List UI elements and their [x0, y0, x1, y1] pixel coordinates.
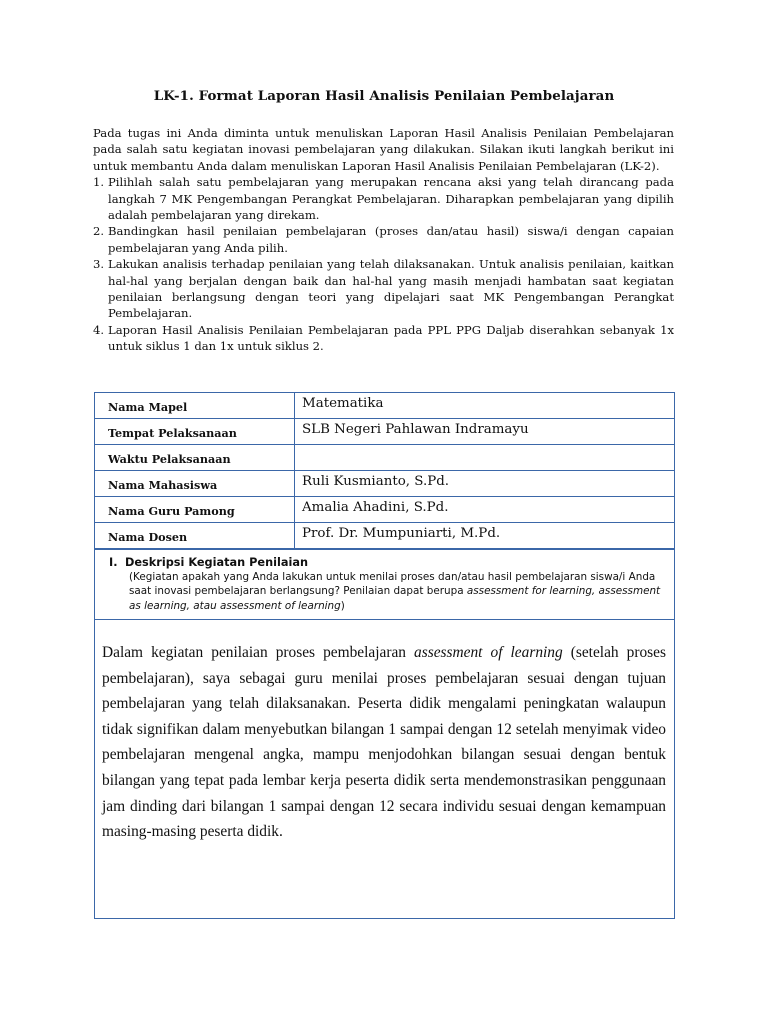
intro-paragraph: Pada tugas ini Anda diminta untuk menuliskan Laporan Hasil Analisis Penilaian Pembelajaran pada salah satu kegiatan inovasi pembelajaran yang dilakukan. Silakan ikuti langkah berikut ini untuk membantu Anda dalam menuliskan Laporan Hasil Analisis Penilaian Pembelajaran (LK-2). [93, 126, 674, 173]
table-row [95, 393, 675, 419]
mahasiswa-value: Ruli Kusmianto, S.Pd. [295, 471, 675, 497]
table-row [95, 445, 675, 471]
step-number: 2. [93, 224, 105, 239]
section-answer [95, 620, 674, 845]
info-table [94, 392, 675, 549]
answer-italic: assessment of learning [414, 644, 563, 661]
answer-text-start: Dalam kegiatan penilaian proses pembelajaran [102, 644, 415, 661]
waktu-label: Waktu Pelaksanaan [95, 445, 295, 471]
table-row [95, 471, 675, 497]
table-row [95, 523, 675, 549]
pamong-value: Amalia Ahadini, S.Pd. [295, 497, 675, 523]
step-number: 1. [93, 175, 105, 190]
step-text: Laporan Hasil Analisis Penilaian Pembelajaran pada PPL PPG Daljab diserahkan sebanyak 1x untuk siklus 1 dan 1x untuk siklus 2. [108, 322, 674, 354]
step-item [93, 174, 674, 223]
pamong-label: Nama Guru Pamong [95, 497, 295, 523]
step-number: 4. [93, 322, 105, 337]
mapel-value: Matematika [295, 393, 675, 419]
table-row [95, 497, 675, 523]
dosen-label: Nama Dosen [95, 523, 295, 549]
section-header [95, 550, 674, 620]
step-text: Pilihlah salah satu pembelajaran yang merupakan rencana aksi yang telah dirancang pada langkah 7 MK Pengembangan Perangkat Pembelajaran. Diharapkan pembelajaran yang dipilih adalah pembelajaran yang direkam. [108, 175, 674, 223]
step-number: 3. [93, 257, 105, 272]
waktu-value [295, 445, 675, 471]
guidance-text: (Kegiatan apakah yang Anda lakukan untuk menilai proses dan/atau hasil pembelajaran siswa/i Anda saat inovasi pembelajaran berlangsung? Penilaian dapat berupa [129, 571, 656, 598]
guidance-close: ) [340, 599, 345, 612]
step-item [93, 256, 674, 322]
step-item [93, 322, 674, 355]
step-item [93, 223, 674, 256]
steps-list [93, 174, 674, 354]
section-deskripsi [94, 549, 675, 919]
instructions [93, 125, 674, 355]
step-text: Bandingkan hasil penilaian pembelajaran (proses dan/atau hasil) siswa/i dengan capaian pembelajaran yang Anda pilih. [108, 224, 674, 255]
section-guidance [109, 570, 666, 613]
section-heading-text: Deskripsi Kegiatan Penilaian [125, 556, 309, 569]
tempat-value: SLB Negeri Pahlawan Indramayu [295, 419, 675, 445]
table-row [95, 419, 675, 445]
dosen-value: Prof. Dr. Mumpuniarti, M.Pd. [295, 523, 675, 549]
section-heading [109, 556, 666, 569]
section-numeral: I. [109, 556, 118, 569]
mahasiswa-label: Nama Mahasiswa [95, 471, 295, 497]
guidance-italic: assessment for learning, assessment as learning, atau assessment of learning [129, 585, 661, 612]
document-title: LK-1. Format Laporan Hasil Analisis Penilaian Pembelajaran [153, 88, 615, 104]
step-text: Lakukan analisis terhadap penilaian yang telah dilaksanakan. Untuk analisis penilaian, kaitkan hal-hal yang berjalan dengan baik dan hal-hal yang masih menjadi hambatan saat kegiatan penilaian berlangsung dengan teori yang dipelajari saat MK Pengembangan Perangkat Pembelajaran. [108, 257, 674, 321]
mapel-label: Nama Mapel [95, 393, 295, 419]
answer-text-rest: (setelah proses pembelajaran), saya sebagai guru menilai proses pembelajaran sesuai dengan tujuan pembelajaran yang telah dilaksanakan. Peserta didik mengalami peningkatan walaupun tidak signifikan dalam menyebutkan bilangan 1 sampai dengan 12 setelah menyimak video pembelajaran mengenal angka, mampu menjodohkan bilangan sesuai dengan bentuk bilangan yang tepat pada lembar kerja peserta didik serta mendemonstrasikan penggunaan jam dinding dari bilangan 1 sampai dengan 12 secara individu sesuai dengan kemampuan masing-masing peserta didik. [102, 644, 666, 841]
tempat-label: Tempat Pelaksanaan [95, 419, 295, 445]
